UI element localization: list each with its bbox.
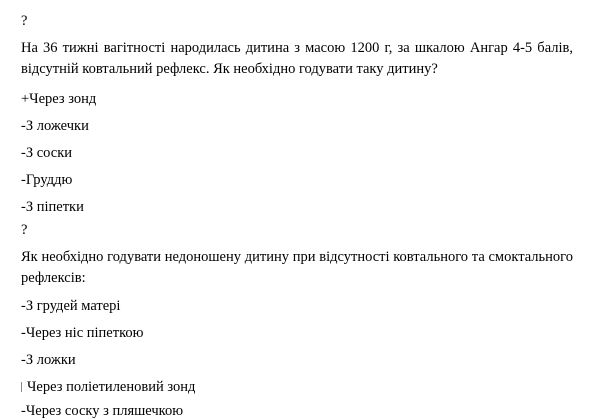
text-cursor-mark: [21, 382, 22, 392]
question-marker: ?: [21, 222, 28, 238]
answer-option: -Груддю: [21, 172, 73, 188]
answer-option: -З ложечки: [21, 118, 89, 134]
question-text: Як необхідно годувати недоношену дитину при відсутності ковтального та смоктального рефлексів:: [21, 249, 573, 286]
answer-option: -Через ніс піпеткою: [21, 325, 144, 341]
answer-option: -З соски: [21, 145, 73, 161]
answer-option-row: [21, 379, 195, 395]
question-text: На 36 тижні вагітності народилась дитина з масою 1200 г, за шкалою Ангар 4-5 балів, відсутній ковтальний рефлекс. Як необхідно годувати таку дитину?: [21, 40, 573, 77]
answer-option: -З піпетки: [21, 199, 84, 215]
answer-option: Через поліетиленовий зонд: [27, 379, 196, 395]
answer-option: -Через соску з пляшечкою: [21, 403, 184, 419]
answer-option: -З ложки: [21, 352, 76, 368]
question-marker: ?: [21, 13, 28, 29]
answer-option: +Через зонд: [21, 91, 97, 107]
answer-option: -З грудей матері: [21, 298, 121, 314]
